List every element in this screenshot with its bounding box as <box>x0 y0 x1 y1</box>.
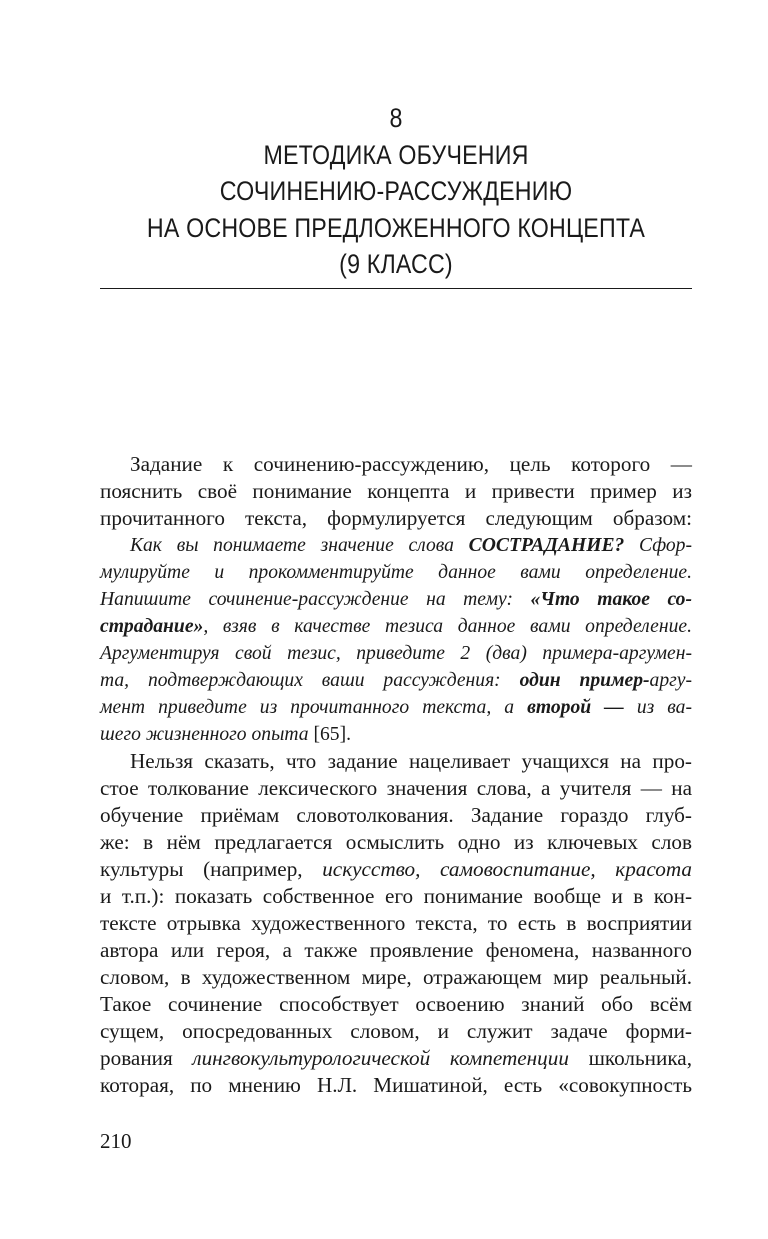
text-segment: Напишите сочинение-рассуждение на тему: <box>100 589 531 610</box>
text-segment: из ва- <box>623 697 692 718</box>
chapter-number: 8 <box>389 103 403 133</box>
emphasis: второй — <box>527 697 624 718</box>
book-page <box>100 0 692 1239</box>
text-segment: , взяв в качестве тезиса данное вами определение. <box>203 616 692 637</box>
examples-emphasis: искусство, самовоспитание, красота <box>322 857 692 881</box>
text-line: мулируйте и прокомментируйте данное вами определение. <box>100 562 692 583</box>
text-line: Задание к сочинению-рассуждению, цель которого — <box>130 452 692 476</box>
text-line <box>100 586 692 613</box>
text-line: сущем, опосредованных словом, и служит задаче форми- <box>100 1019 692 1043</box>
chapter-title-line-3: НА ОСНОВЕ ПРЕДЛОЖЕННОГО КОНЦЕПТА <box>146 212 646 243</box>
emphasis: один пример- <box>519 670 650 691</box>
text-segment: рования <box>100 1046 193 1070</box>
text-segment: Сфор- <box>624 535 693 556</box>
text-line: пояснить своё понимание концепта и привести пример из <box>100 479 692 503</box>
text-segment: культуры (например, <box>100 857 323 881</box>
text-line <box>100 694 692 721</box>
text-line: Нельзя сказать, что задание нацеливает учащихся на про- <box>130 749 692 773</box>
text-segment: та, подтверждающих ваши рассуждения: <box>100 670 520 691</box>
text-segment: шего жизненного опыта <box>100 724 309 745</box>
chapter-title-line-2: СОЧИНЕНИЮ-РАССУЖДЕНИЮ <box>219 176 573 206</box>
term-emphasis: лингвокультурологической компетенции <box>192 1046 569 1070</box>
task-quote <box>100 532 692 748</box>
text-segment: Как вы понимаете значение слова <box>130 535 469 556</box>
paragraph-main <box>100 748 692 1099</box>
text-line <box>100 667 692 694</box>
body-text <box>100 451 692 1099</box>
text-line: прочитанного текста, формулируется следующим образом: <box>100 506 692 530</box>
text-line: Такое сочинение способствует освоению знаний обо всём <box>100 992 692 1016</box>
text-segment: аргу- <box>649 670 692 691</box>
text-line: автора или героя, а также проявление феномена, названного <box>100 938 692 962</box>
text-line <box>100 532 692 559</box>
topic-emphasis: «Что такое со- <box>530 589 692 610</box>
paragraph-intro <box>100 451 692 532</box>
text-segment: школьника, <box>568 1046 692 1070</box>
chapter-title-line-1: МЕТОДИКА ОБУЧЕНИЯ <box>263 139 529 170</box>
chapter-heading <box>141 100 650 283</box>
text-segment: мент приведите из прочитанного текста, а <box>100 697 528 718</box>
heading-divider <box>100 288 692 289</box>
text-line: стое толкование лексического значения слова, а учителя — на <box>100 776 692 800</box>
text-line: Аргументируя свой тезис, приведите 2 (два) примера-аргумен- <box>100 643 692 664</box>
keyword-emphasis: СОСТРАДАНИЕ? <box>468 535 625 556</box>
topic-emphasis: страдание» <box>100 616 204 637</box>
text-line: же: в нём предлагается осмыслить одно из ключевых слов <box>100 830 692 854</box>
text-line: которая, по мнению Н.Л. Мишатиной, есть «совокупность <box>100 1073 692 1097</box>
text-line <box>100 1045 692 1072</box>
citation: [65]. <box>308 724 351 745</box>
text-line <box>100 721 692 748</box>
text-line: обучение приёмам словотолкования. Задание гораздо глуб- <box>100 803 692 827</box>
text-line: тексте отрывка художественного текста, то есть в восприятии <box>100 911 692 935</box>
text-line <box>100 856 692 883</box>
chapter-title-line-4: (9 КЛАСС) <box>339 249 453 279</box>
text-line: словом, в художественном мире, отражающем мир реальный. <box>100 965 692 989</box>
text-line <box>100 613 692 640</box>
page-number: 210 <box>100 1129 132 1153</box>
text-line: и т.п.): показать собственное его понимание вообще и в кон- <box>100 884 692 908</box>
